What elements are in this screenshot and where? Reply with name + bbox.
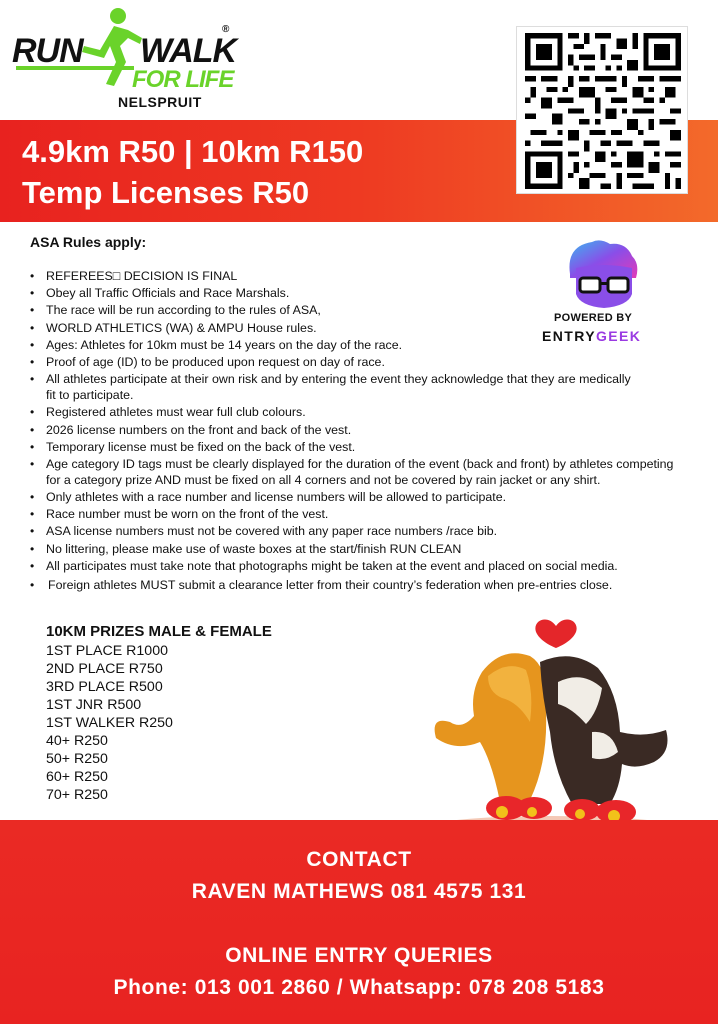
bullet: • (30, 286, 35, 301)
rule-text: 2026 license numbers on the front and back of the vest. (46, 422, 352, 437)
list-item (30, 354, 470, 370)
rule-text: Proof of age (ID) to be produced upon request on day of race. (46, 354, 385, 369)
qr-code-card[interactable] (516, 26, 688, 194)
list-item (30, 523, 690, 539)
list-item (30, 489, 690, 505)
list-item (30, 558, 690, 574)
list-item (30, 371, 635, 403)
bullet: • (30, 320, 35, 335)
list-item: 1ST PLACE R1000 (46, 643, 168, 659)
bullet: • (30, 439, 35, 454)
rule-text: The race will be run according to the rules of ASA, (46, 303, 321, 318)
bullet: • (30, 303, 35, 318)
entry-queries-label: ONLINE ENTRY QUERIES (225, 944, 493, 967)
geek-mascot-icon (540, 238, 668, 310)
list-item: 2ND PLACE R750 (46, 661, 163, 677)
list-item: 60+ R250 (46, 769, 108, 785)
rule-text: All athletes participate at their own risk and by entering the event they acknowledge that they are medically fit to participate. (46, 372, 631, 403)
entry-geek-sponsor[interactable] (540, 238, 668, 348)
rule-text: Registered athletes must wear full club colours. (46, 405, 306, 420)
bullet: • (30, 456, 35, 471)
bullet: • (30, 577, 35, 592)
bullet: • (30, 541, 35, 556)
rule-text: REFEREES□ DECISION IS FINAL (46, 269, 238, 283)
bullet: • (30, 524, 35, 539)
bullet: • (30, 558, 35, 573)
bullet: • (30, 422, 35, 437)
bullet: • (30, 337, 35, 352)
list-item (30, 268, 470, 284)
qr-code-icon[interactable] (525, 33, 681, 189)
running-dogs-illustration (422, 612, 682, 842)
entry-geek-wordmark (542, 328, 641, 344)
list-item (30, 577, 690, 593)
rule-text: Race number must be worn on the front of the vest. (46, 507, 329, 522)
rules-title: ASA Rules apply: (30, 234, 147, 250)
heart-icon (535, 619, 576, 648)
bullet: • (30, 405, 35, 420)
powered-by-label: POWERED BY (554, 312, 633, 324)
logo-city-text: NELSPRUIT (118, 94, 202, 110)
list-item (30, 285, 470, 301)
race-prices: 4.9km R50 | 10km R150 (22, 134, 364, 169)
list-item: 50+ R250 (46, 751, 108, 767)
prizes-title: 10KM PRIZES MALE & FEMALE (46, 623, 272, 640)
list-item (30, 422, 690, 438)
run-walk-for-life-logo (12, 6, 242, 110)
list-item (30, 541, 690, 557)
prizes-list (46, 642, 173, 804)
bullet: • (30, 490, 35, 505)
logo-run-text: RUN (12, 32, 83, 70)
logo-walk-text: WALK (140, 32, 237, 70)
rule-text: Only athletes with a race number and license numbers will be allowed to participate. (46, 490, 507, 505)
list-item (30, 320, 470, 336)
rule-text: Temporary license must be fixed on the back of the vest. (46, 439, 356, 454)
rule-text: WORLD ATHLETICS (WA) & AMPU House rules. (46, 320, 317, 335)
temp-license-price: Temp Licenses R50 (22, 175, 310, 210)
brand-entry: ENTRY (542, 328, 596, 344)
registered-mark: ® (222, 24, 230, 35)
list-item (30, 302, 470, 318)
list-item (30, 337, 470, 353)
contact-label: CONTACT (306, 848, 412, 871)
rule-text: No littering, please make use of waste boxes at the start/finish RUN CLEAN (46, 541, 462, 556)
rule-text: Age category ID tags must be clearly displayed for the duration of the event (back and front) by athletes competing for a category prize AND must be fixed on all 4 corners and not be covered by rain jacket or any shirt. (46, 456, 674, 487)
logo-for-life-text: FOR LIFE (132, 66, 234, 93)
contact-person[interactable]: RAVEN MATHEWS 081 4575 131 (191, 880, 527, 903)
rule-text: Ages: Athletes for 10km must be 14 years on the day of the race. (46, 337, 403, 352)
brand-geek: GEEK (595, 328, 642, 344)
list-item: 1ST WALKER R250 (46, 715, 173, 731)
rule-text: ASA license numbers must not be covered with any paper race numbers /race bib. (46, 524, 498, 539)
bullet: • (30, 269, 35, 283)
list-item (30, 456, 680, 488)
list-item: 1ST JNR R500 (46, 697, 142, 713)
list-item: 3RD PLACE R500 (46, 679, 163, 695)
bullet: • (30, 354, 35, 369)
list-item (30, 439, 690, 455)
list-item (30, 404, 690, 420)
contact-footer (0, 820, 718, 1024)
rule-text: Obey all Traffic Officials and Race Marshals. (46, 286, 290, 301)
phone-numbers[interactable]: Phone: 013 001 2860 / Whatsapp: 078 208 5183 (113, 976, 605, 999)
rule-text: All participates must take note that photographs might be taken at the event and placed on social media. (46, 558, 618, 573)
list-item: 40+ R250 (46, 733, 108, 749)
bullet: • (30, 372, 35, 387)
list-item: 70+ R250 (46, 787, 108, 803)
rule-text: Foreign athletes MUST submit a clearance letter from their country’s federation when pre-entries close. (48, 577, 613, 592)
list-item (30, 506, 690, 522)
bullet: • (30, 507, 35, 522)
